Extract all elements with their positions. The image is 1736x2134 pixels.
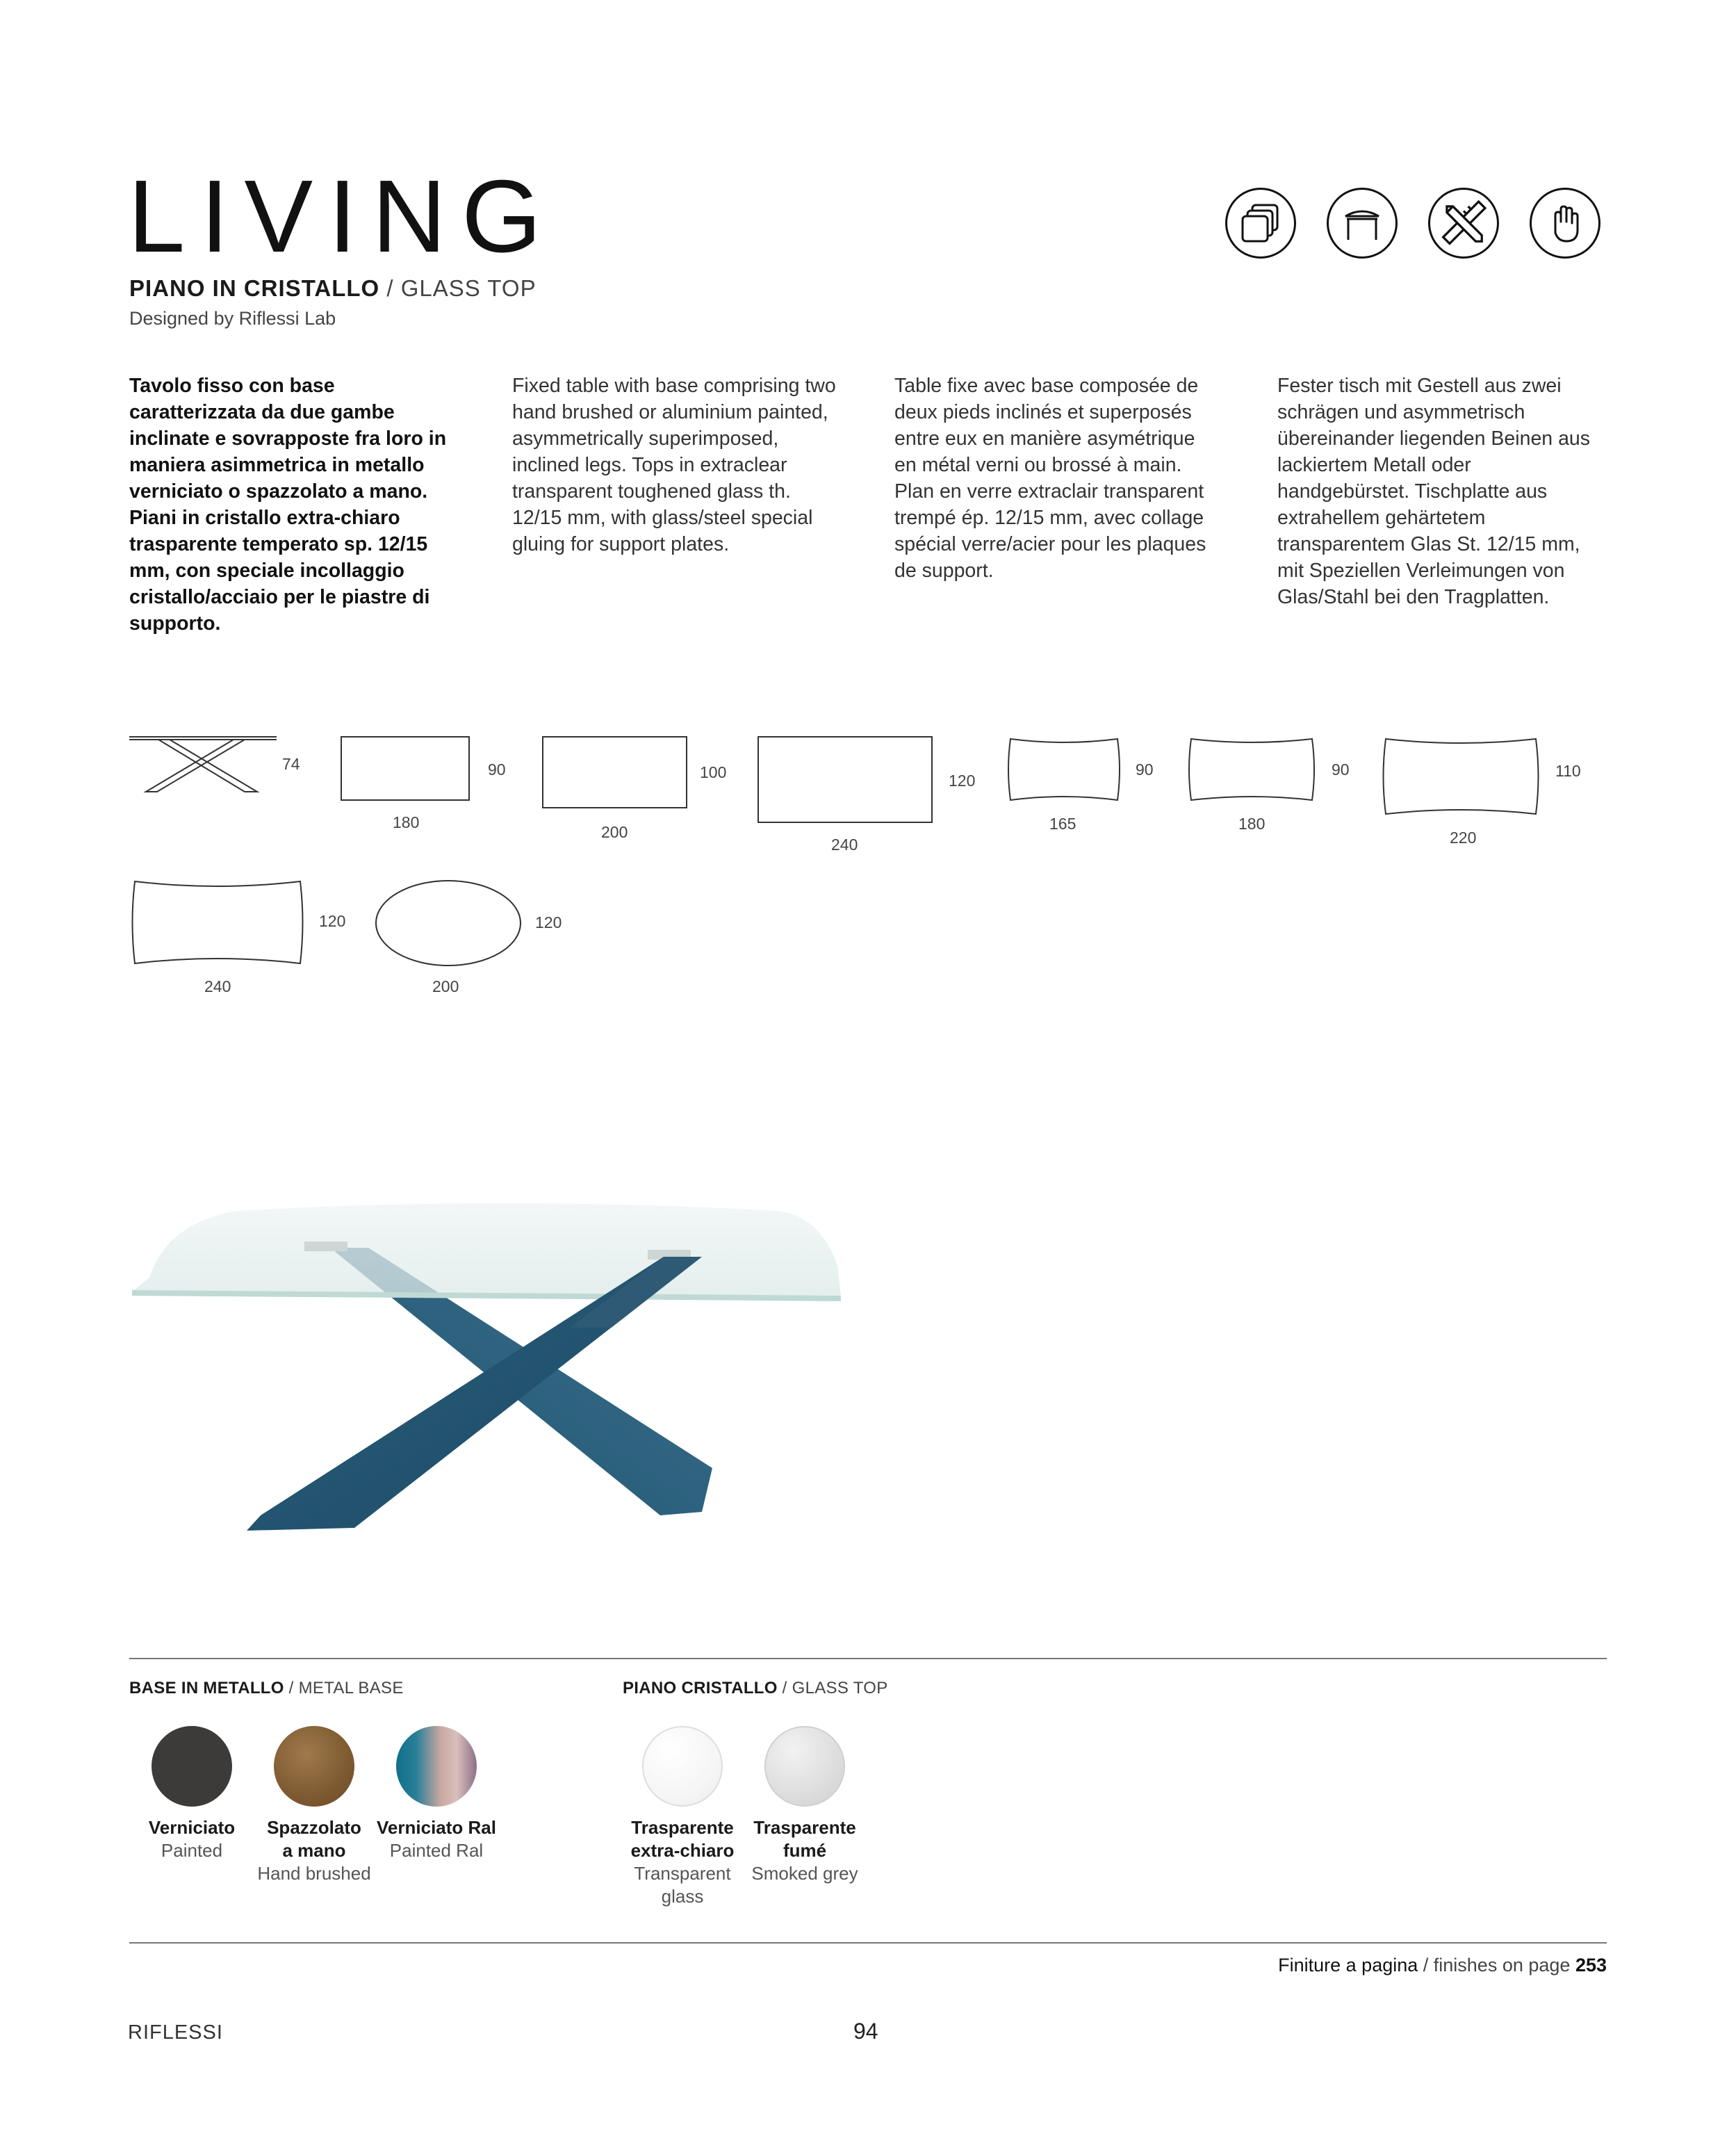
finish-name-en-line2: glass (661, 1886, 704, 1907)
smoked-grey-swatch[interactable] (764, 1726, 845, 1807)
product-subtitle (129, 275, 537, 302)
description-german: Fester tisch mit Gestell aus zwei schrägen und asymmetrisch übereinander liegenden Beinen aus lackiertem Metall oder handgebürstet. Tischplatte aus extrahellem gehärtetem transparentem Glas St. 12/15 mm, mit Speziellen Verleimungen von Glas/Stahl bei den Tragplatten. (1277, 375, 1591, 608)
base-finishes-heading (129, 1679, 404, 1698)
footer-divider (129, 1942, 1607, 1944)
description-french: Table fixe avec base composée de deux pieds inclinés et superposés entre eux en manière asymétrique en métal verni ou brossé à main. Plan en verre extraclair transparent trempé ép. 12/15 mm, avec collage spécial verre/acier pour les plaques de support. (894, 375, 1206, 582)
width-label: 200 (601, 823, 628, 841)
depth-label: 90 (488, 760, 506, 779)
finish-name-it-line2: fumé (783, 1840, 827, 1861)
width-label: 240 (831, 836, 858, 854)
brand-name: RIFLESSI (128, 2021, 223, 2044)
subtitle-italian: PIANO IN CRISTALLO (129, 275, 380, 301)
depth-label: 120 (319, 912, 346, 930)
depth-label: 90 (1332, 760, 1350, 779)
finish-name-it: Verniciato Ral (377, 1817, 496, 1838)
depth-label: 100 (700, 763, 727, 781)
note-separator: / (1418, 1955, 1434, 1976)
width-label: 200 (432, 977, 459, 995)
top-220x110-barrel-shape (1380, 736, 1541, 817)
designer-credit: Designed by Riflessi Lab (129, 308, 336, 329)
heading-separator: / (284, 1679, 299, 1697)
depth-label: 120 (535, 913, 562, 931)
heading-english: GLASS TOP (792, 1679, 888, 1697)
finish-label-hand-brushed (245, 1816, 384, 1885)
finish-name-it-line2: extra-chiaro (630, 1840, 735, 1861)
finish-name-en: Painted (161, 1840, 223, 1861)
top-240x120-shape (758, 736, 933, 823)
painted-swatch[interactable] (152, 1726, 232, 1807)
top-240x120-barrel-shape (129, 879, 306, 966)
width-label: 220 (1450, 829, 1477, 847)
depth-label: 90 (1136, 760, 1154, 779)
finish-name-en: Transparent (634, 1863, 731, 1884)
note-english: finishes on page (1433, 1955, 1575, 1976)
hand-brushed-swatch[interactable] (274, 1726, 354, 1807)
finish-name-it: Spazzolato (267, 1817, 361, 1838)
note-page-number: 253 (1575, 1955, 1607, 1976)
finishes-page-note (1278, 1955, 1607, 1976)
subtitle-separator: / (379, 275, 401, 301)
product-image (125, 1196, 876, 1543)
finish-name-en: Painted Ral (389, 1840, 484, 1861)
glass-layers-icon (1225, 188, 1296, 259)
top-165x90-barrel-shape (1005, 736, 1123, 803)
finish-name-en: Smoked grey (751, 1863, 858, 1884)
subtitle-english: GLASS TOP (400, 275, 537, 301)
transparent-glass-swatch[interactable] (642, 1726, 723, 1807)
finish-name-it-line2: a mano (282, 1840, 346, 1861)
width-label: 180 (1238, 815, 1266, 833)
page-title: LIVING (128, 159, 557, 274)
top-200x120-oval-shape (374, 879, 523, 968)
hand-made-icon (1530, 188, 1600, 259)
side-view-diagram (129, 733, 281, 796)
depth-label: 120 (949, 772, 976, 790)
painted-ral-swatch[interactable] (396, 1726, 477, 1807)
width-label: 165 (1049, 815, 1076, 833)
width-label: 180 (393, 813, 420, 831)
finish-label-transparent (613, 1816, 752, 1908)
heading-english: METAL BASE (298, 1679, 404, 1697)
top-200x100-shape (542, 736, 687, 808)
finish-name-it: Trasparente (631, 1817, 734, 1838)
glass-finishes-heading (623, 1679, 888, 1698)
table-icon (1327, 188, 1398, 259)
height-label: 74 (282, 755, 300, 773)
finish-name-en: Hand brushed (257, 1863, 371, 1884)
heading-italian: PIANO CRISTALLO (623, 1679, 778, 1697)
heading-italian: BASE IN METALLO (129, 1679, 284, 1697)
top-180x90-shape (341, 736, 470, 801)
note-italian: Finiture a pagina (1278, 1955, 1418, 1976)
description-english: Fixed table with base comprising two hand brushed or aluminium painted, asymmetrically superimposed, inclined legs. Tops in extraclear transparent toughened glass th. 12/15 mm, with glass/steel special gluing for support plates. (512, 375, 836, 555)
width-label: 240 (204, 977, 231, 995)
page-number: 94 (853, 2019, 878, 2044)
ruler-pencil-icon (1428, 188, 1499, 259)
finish-name-it: Verniciato (148, 1817, 236, 1838)
top-180x90-barrel-shape (1186, 736, 1318, 803)
description-italian: Tavolo fisso con base caratterizzata da due gambe inclinate e sovrapposte fra loro in maniera asimmetrica in metallo verniciato o spazzolato a mano. Piani in cristallo extra-chiaro trasparente temperato sp. 12/15 mm, con speciale incollaggio cristallo/acciaio per le piastre di supporto. (129, 375, 447, 635)
finish-name-it: Trasparente (753, 1817, 856, 1838)
section-divider (129, 1658, 1607, 1659)
finish-label-painted (122, 1816, 261, 1862)
heading-separator: / (777, 1679, 792, 1697)
depth-label: 110 (1555, 762, 1581, 780)
finish-label-painted-ral (367, 1816, 506, 1862)
finish-label-smoked (735, 1816, 874, 1885)
